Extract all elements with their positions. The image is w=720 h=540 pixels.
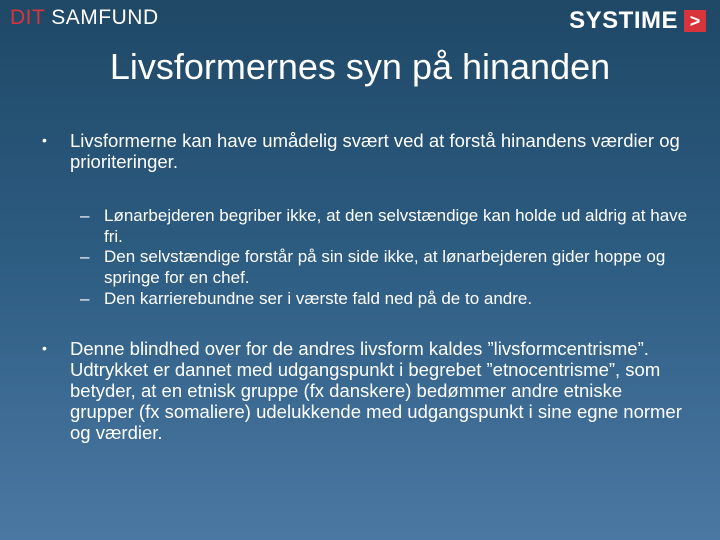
bullet-mark: • [42,132,47,148]
bullet-1-text: Livsformerne kan have umådelig svært ved at forstå hinandens værdier og prioriteringer. [70,130,680,172]
bullet-2-text: Denne blindhed over for de andres livsform kaldes ”livsformcentrisme”. Udtrykket er dannet med udgangspunkt i begrebet ”etnocentrisme”, som betyder, at en etnisk gruppe (fx danskere) bedømmer andre etniske grupper (fx somaliere) udelukkende med udgangspunkt i sine egne normer og værdier. [70,338,682,443]
systime-brand: SYSTIME [569,7,678,34]
logo-samfund: SAMFUND [51,6,159,29]
dit-samfund-logo [10,6,159,30]
subbullet-2-text: Den selvstændige forstår på sin side ikke, at lønarbejderen gider hoppe og springe for en chef. [104,247,666,287]
subbullet-1-text: Lønarbejderen begriber ikke, at den selvstændige kan holde ud aldrig at have fri. [104,206,688,246]
subbullet-3 [80,288,690,309]
subbullet-3-text: Den karrierebundne ser i værste fald ned på de to andre. [104,289,533,308]
arrow-right-icon: > [684,10,706,32]
slide-title: Livsformernes syn på hinanden [109,46,611,87]
bullet-2 [42,338,682,443]
sub-mark: – [80,206,90,225]
logo-dit: DIT [10,6,45,29]
bullet-mark: • [42,340,47,356]
subbullet-2 [80,246,690,288]
sub-mark: – [80,247,90,266]
sub-mark: – [80,289,90,308]
systime-logo [569,7,706,35]
subbullet-1 [80,205,690,247]
bullet-1 [42,130,682,172]
